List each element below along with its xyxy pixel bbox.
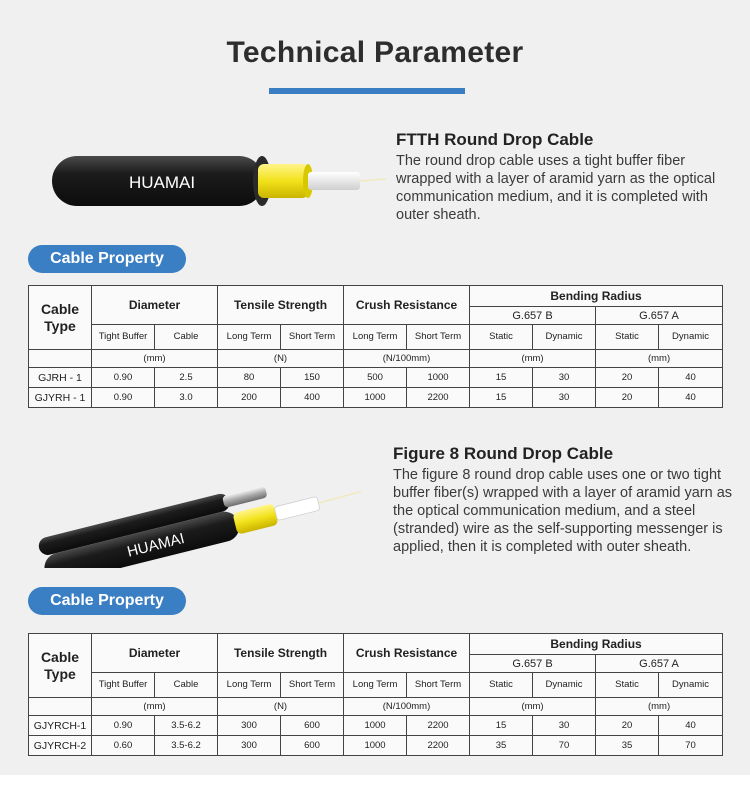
- cell-cable: 3.5-6.2: [155, 736, 218, 756]
- cell-a-static: 20: [596, 368, 659, 388]
- g657a-header: G.657 A: [596, 655, 723, 673]
- cell-tensile-long: 300: [218, 716, 281, 736]
- bend-a-unit: (mm): [596, 698, 723, 716]
- static-header: Static: [596, 325, 659, 350]
- cell-cable: 3.5-6.2: [155, 716, 218, 736]
- bend-a-unit: (mm): [596, 350, 723, 368]
- crush-unit: (N/100mm): [344, 698, 470, 716]
- cell-a-dynamic: 70: [659, 736, 723, 756]
- crush-unit: (N/100mm): [344, 350, 470, 368]
- short-term-header: Short Term: [281, 673, 344, 698]
- bend-b-unit: (mm): [470, 698, 596, 716]
- brand-logo: HUAMAI: [125, 529, 187, 561]
- cell-cable: 3.0: [155, 388, 218, 408]
- cell-tensile-long: 200: [218, 388, 281, 408]
- product-description-block: [393, 444, 741, 556]
- diameter-header: Diameter: [92, 634, 218, 673]
- cell-tight-buffer: 0.90: [92, 388, 155, 408]
- cell-a-dynamic: 40: [659, 368, 723, 388]
- tight-buffer-header: Tight Buffer: [92, 325, 155, 350]
- long-term-header: Long Term: [344, 673, 407, 698]
- g657a-header: G.657 A: [596, 307, 723, 325]
- cell-b-dynamic: 30: [533, 368, 596, 388]
- cell-a-static: 20: [596, 388, 659, 408]
- bending-header: Bending Radius: [470, 634, 723, 655]
- long-term-header: Long Term: [344, 325, 407, 350]
- product-title: FTTH Round Drop Cable: [396, 130, 594, 149]
- figure8-drop-cable-image: [30, 462, 380, 568]
- cell-tensile-short: 600: [281, 736, 344, 756]
- cell-tensile-long: 80: [218, 368, 281, 388]
- tight-buffer-header: Tight Buffer: [92, 673, 155, 698]
- cell-crush-short: 2200: [407, 716, 470, 736]
- static-header: Static: [470, 673, 533, 698]
- tensile-unit: (N): [218, 698, 344, 716]
- crush-header: Crush Resistance: [344, 634, 470, 673]
- table-row: [29, 716, 723, 736]
- bend-b-unit: (mm): [470, 350, 596, 368]
- cell-tight-buffer: 0.90: [92, 368, 155, 388]
- g657b-header: G.657 B: [470, 655, 596, 673]
- cable-property-badge: Cable Property: [28, 587, 186, 615]
- cable-header: Cable: [155, 325, 218, 350]
- product-description-block: [396, 130, 716, 224]
- cell-crush-long: 1000: [344, 716, 407, 736]
- cell-crush-short: 2200: [407, 388, 470, 408]
- dynamic-header: Dynamic: [659, 325, 723, 350]
- short-term-header: Short Term: [407, 325, 470, 350]
- cable-property-badge: Cable Property: [28, 245, 186, 273]
- long-term-header: Long Term: [218, 325, 281, 350]
- short-term-header: Short Term: [281, 325, 344, 350]
- round-drop-cable-image: [50, 148, 390, 212]
- unit-spacer: [29, 350, 92, 368]
- cell-b-static: 15: [470, 716, 533, 736]
- cell-a-dynamic: 40: [659, 388, 723, 408]
- cell-cable: 2.5: [155, 368, 218, 388]
- row-type: GJYRCH-1: [29, 716, 92, 736]
- cell-tensile-short: 150: [281, 368, 344, 388]
- product-title: Figure 8 Round Drop Cable: [393, 444, 614, 463]
- cell-b-dynamic: 30: [533, 716, 596, 736]
- cell-b-static: 15: [470, 368, 533, 388]
- cell-tensile-short: 400: [281, 388, 344, 408]
- long-term-header: Long Term: [218, 673, 281, 698]
- cell-b-static: 15: [470, 388, 533, 408]
- cell-crush-short: 2200: [407, 736, 470, 756]
- cell-tensile-short: 600: [281, 716, 344, 736]
- cell-b-dynamic: 70: [533, 736, 596, 756]
- product-description: The figure 8 round drop cable uses one or two tight buffer fiber(s) wrapped with a layer of aramid yarn as the optical communication medium, and a steel (stranded) wire as the self-supporting messenger is applied, then it is completed with outer sheath.: [393, 467, 733, 555]
- g657b-header: G.657 B: [470, 307, 596, 325]
- cell-crush-long: 1000: [344, 736, 407, 756]
- cell-crush-long: 1000: [344, 388, 407, 408]
- cell-tight-buffer: 0.60: [92, 736, 155, 756]
- dynamic-header: Dynamic: [533, 325, 596, 350]
- product-description: The round drop cable uses a tight buffer fiber wrapped with a layer of aramid yarn as the optical communication medium, and it is completed with outer sheath.: [396, 153, 716, 223]
- row-type: GJRH - 1: [29, 368, 92, 388]
- dynamic-header: Dynamic: [533, 673, 596, 698]
- table-row: [29, 388, 723, 408]
- cell-a-static: 35: [596, 736, 659, 756]
- bending-header: Bending Radius: [470, 286, 723, 307]
- static-header: Static: [596, 673, 659, 698]
- dynamic-header: Dynamic: [659, 673, 723, 698]
- page-title: Technical Parameter: [226, 36, 524, 69]
- table-row: [29, 736, 723, 756]
- unit-spacer: [29, 698, 92, 716]
- diameter-header: Diameter: [92, 286, 218, 325]
- cable-spec-table: [28, 285, 723, 408]
- cell-b-dynamic: 30: [533, 388, 596, 408]
- table-row: [29, 368, 723, 388]
- cell-a-static: 20: [596, 716, 659, 736]
- cable-spec-table: [28, 633, 723, 756]
- cell-b-static: 35: [470, 736, 533, 756]
- row-type: GJYRCH-2: [29, 736, 92, 756]
- tensile-unit: (N): [218, 350, 344, 368]
- cell-crush-short: 1000: [407, 368, 470, 388]
- cable-type-header: Cable Type: [29, 286, 92, 350]
- diameter-unit: (mm): [92, 698, 218, 716]
- short-term-header: Short Term: [407, 673, 470, 698]
- title-underline: [269, 88, 465, 94]
- cell-tight-buffer: 0.90: [92, 716, 155, 736]
- tensile-header: Tensile Strength: [218, 634, 344, 673]
- crush-header: Crush Resistance: [344, 286, 470, 325]
- cable-type-header: Cable Type: [29, 634, 92, 698]
- cell-tensile-long: 300: [218, 736, 281, 756]
- brand-logo: HUAMAI: [128, 173, 196, 192]
- tensile-header: Tensile Strength: [218, 286, 344, 325]
- cell-a-dynamic: 40: [659, 716, 723, 736]
- static-header: Static: [470, 325, 533, 350]
- diameter-unit: (mm): [92, 350, 218, 368]
- row-type: GJYRH - 1: [29, 388, 92, 408]
- cable-header: Cable: [155, 673, 218, 698]
- cell-crush-long: 500: [344, 368, 407, 388]
